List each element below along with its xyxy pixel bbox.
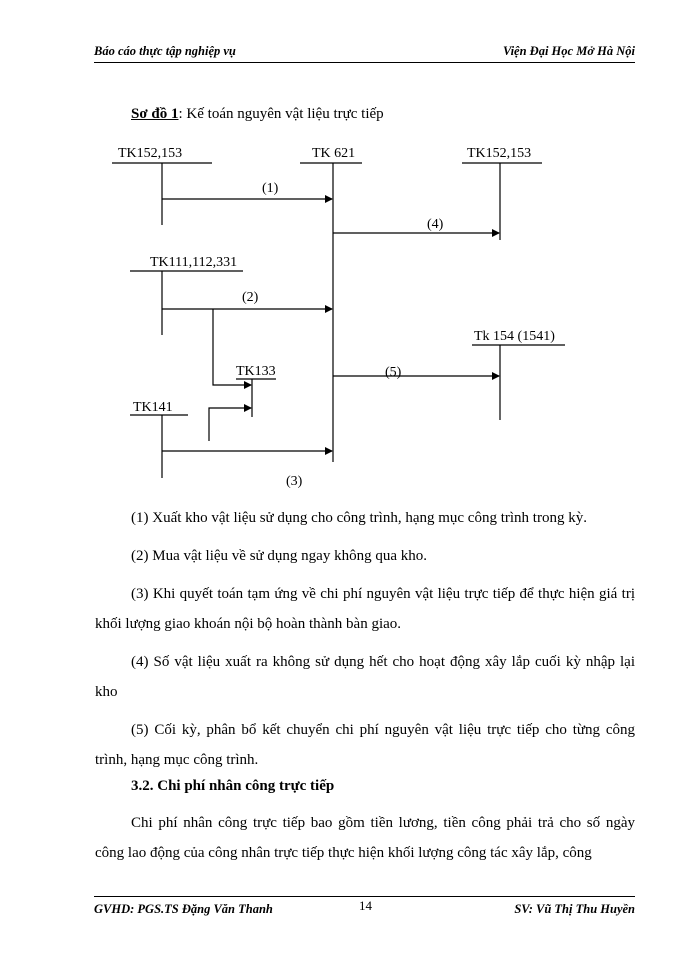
- footer-supervisor: GVHD: PGS.TS Đặng Văn Thanh: [94, 902, 273, 916]
- header-report-title: Báo cáo thực tập nghiệp vụ: [94, 44, 236, 58]
- account-tk133: TK133: [236, 364, 276, 379]
- diagram-notes: [95, 503, 635, 775]
- note-5: (5) Cối kỳ, phân bổ kết chuyển chi phí nguyên vật liệu trực tiếp cho từng công trình, hạng mục công trình.: [95, 722, 635, 768]
- caption-text: : Kế toán nguyên vật liệu trực tiếp: [178, 106, 384, 122]
- note-4: (4) Số vật liệu xuất ra không sử dụng hết cho hoạt động xây lắp cuối kỳ nhập lại kho: [95, 654, 635, 700]
- account-tk111: TK111,112,331: [150, 255, 238, 270]
- page-number: 14: [359, 898, 372, 913]
- flow-label-3: (3): [286, 474, 303, 489]
- section-body: [95, 808, 635, 868]
- flow-label-4: (4): [427, 217, 444, 232]
- footer-student: SV: Vũ Thị Thu Huyền: [514, 902, 635, 916]
- note-1: (1) Xuất kho vật liệu sử dụng cho công trình, hạng mục công trình trong kỳ.: [131, 510, 587, 526]
- page-footer: [94, 898, 635, 920]
- flow-label-2: (2): [242, 290, 259, 305]
- arrow-flow-3-to-tk133: [209, 408, 251, 441]
- section-body-text: Chi phí nhân công trực tiếp bao gồm tiền lương, tiền công phải trả cho số ngày công lao động của công nhân trực tiếp thực hiện khối lượng công tác xây lắp, công: [95, 815, 635, 861]
- flow-label-5: (5): [385, 365, 402, 380]
- account-tk154: Tk 154 (1541): [474, 329, 555, 344]
- header-institution: Viện Đại Học Mở Hà Nội: [502, 44, 635, 58]
- flow-label-1: (1): [262, 181, 279, 196]
- account-tk152-left: TK152,153: [118, 146, 183, 161]
- account-tk621: TK 621: [312, 146, 356, 161]
- account-tk141: TK141: [133, 400, 173, 415]
- note-3: (3) Khi quyết toán tạm ứng về chi phí nguyên vật liệu trực tiếp để thực hiện giá trị khối lượng giao khoán nội bộ hoàn thành bàn giao.: [95, 586, 635, 632]
- account-tk152-right: TK152,153: [467, 146, 532, 161]
- note-2: (2) Mua vật liệu về sử dụng ngay không qua kho.: [131, 548, 427, 564]
- caption-label: Sơ đồ 1: [131, 106, 179, 122]
- section-heading: 3.2. Chi phí nhân công trực tiếp: [131, 778, 335, 794]
- footer-rule: [94, 896, 635, 897]
